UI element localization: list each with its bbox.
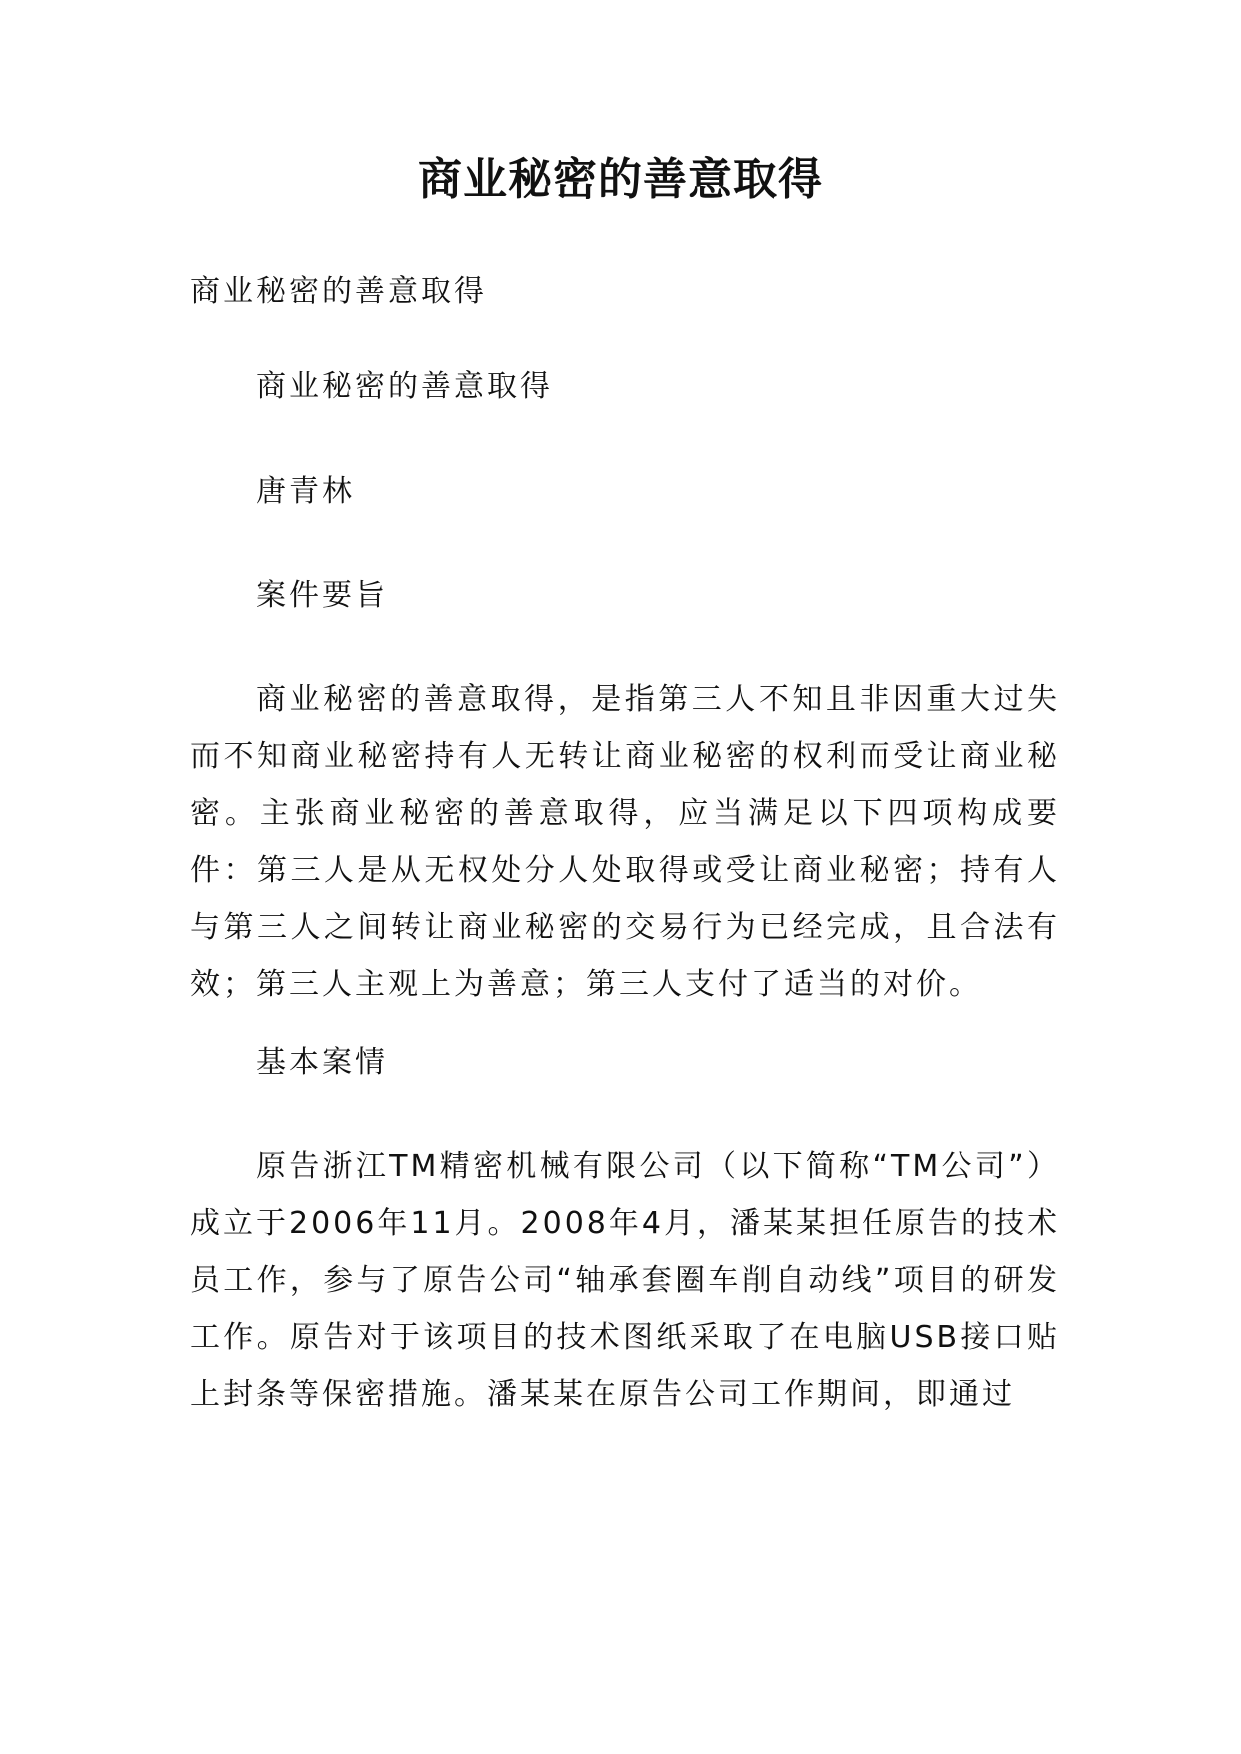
paragraph-subtitle: 商业秘密的善意取得 (256, 369, 553, 404)
section-heading-basic-facts: 基本案情 (256, 1045, 388, 1080)
document-title: 商业秘密的善意取得 (418, 154, 823, 205)
paragraph-basic-facts: 原告浙江TM精密机械有限公司（以下简称“TM公司”）成立于2006年11月。2008年4月，潘某某担任原告的技术员工作，参与了原告公司“轴承套圈车削自动线”项目的研发工作。原告对于该项目的技术图纸采取了在电脑USB接口贴上封条等保密措施。潘某某在原告公司工作期间，即通过 (190, 1149, 1060, 1412)
paragraph-heading-repeat: 商业秘密的善意取得 (190, 274, 487, 309)
section-heading-case-summary: 案件要旨 (256, 578, 388, 613)
paragraph-case-summary: 商业秘密的善意取得，是指第三人不知且非因重大过失而不知商业秘密持有人无转让商业秘密的权利而受让商业秘密。主张商业秘密的善意取得，应当满足以下四项构成要件：第三人是从无权处分人处取得或受让商业秘密；持有人与第三人之间转让商业秘密的交易行为已经完成，且合法有效；第三人主观上为善意；第三人支付了适当的对价。 (190, 682, 1060, 1002)
paragraph-author: 唐青林 (256, 474, 355, 509)
